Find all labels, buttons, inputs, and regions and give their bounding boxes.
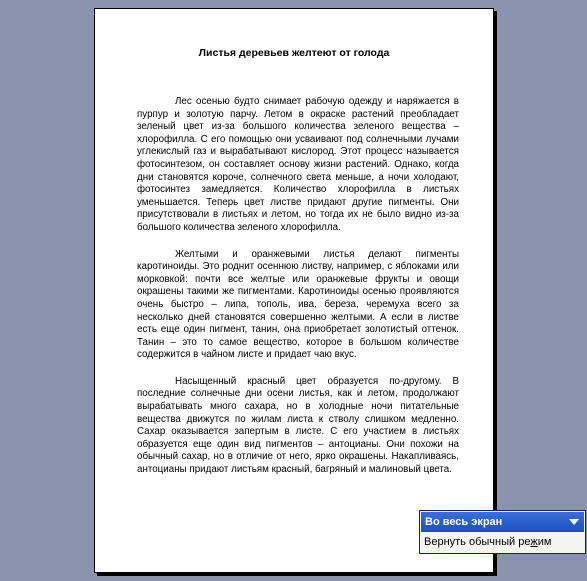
document-body xyxy=(137,96,459,477)
restore-label-accelerator: ж xyxy=(530,536,538,548)
fullscreen-button[interactable] xyxy=(421,512,584,532)
restore-label-part: им xyxy=(537,536,552,548)
paragraph: Лес осенью будто снимает рабочую одежду и наряжается в пурпур и золотую парчу. Летом в окраске растений преобладает зеленый цвет из-за большого количества зеленого вещества – хлорофилла. С его помощью они усваивают под солнечными лучами углекислый газ и вырабатывают кислород. Этот процесс называется фотосинтезом, он составляет основу жизни растений. Однако, когда дни становятся короче, солнечного света меньше, а ночи холодают, фотосинтез замедляется. Количество хлорофилла в листьях уменьшается. Теперь цвет листве придают другие пигменты. Они присутствовали в листьях и летом, но тогда их не было видно из-за большого количества зеленого хлорофилла. xyxy=(137,96,459,233)
fullscreen-toolbar xyxy=(419,510,586,554)
paragraph: Насыщенный красный цвет образуется по-другому. В последние солнечные дни осени листья, как и летом, продолжают вырабатывать много сахара, но в холодные ночи питательные вещества движутся по жилам листа к стволу слишком медленно. Сахар оказывается запертым в листе. С его участием в листьях образуется еще один вид пигментов – антоцианы. Они похожи на обычный сахар, но в отличие от него, ярко окрашены. Накапливаясь, антоцианы придают листьям красный, багряный и малиновый цвета. xyxy=(137,375,459,476)
dropdown-arrow-icon[interactable] xyxy=(569,519,579,525)
restore-normal-mode-button[interactable] xyxy=(424,536,551,548)
document-page xyxy=(94,8,494,573)
document-title: Листья деревьев желтеют от голода xyxy=(198,47,390,59)
paragraph: Желтыми и оранжевыми листья делают пигменты каротиноиды. Это роднит осеннюю листву, например, с яблоками или морковкой: почти все желтые или оранжевые фрукты и овощи окрашены такими же пигментами. Каротиноиды осенью проявляются очень быстро – липа, тополь, ива, береза, черемуха всего за несколько дней становятся совершенно желтыми. А если в листве есть еще один пигмент, танин, она приобретает золотистый оттенок. Танин – это то самое вещество, которое в большом количестве содержится в чайном листе и придает чаю вкус. xyxy=(137,248,459,361)
restore-label-part: Вернуть обычный ре xyxy=(424,536,531,548)
fullscreen-button-label: Во весь экран xyxy=(425,516,503,528)
